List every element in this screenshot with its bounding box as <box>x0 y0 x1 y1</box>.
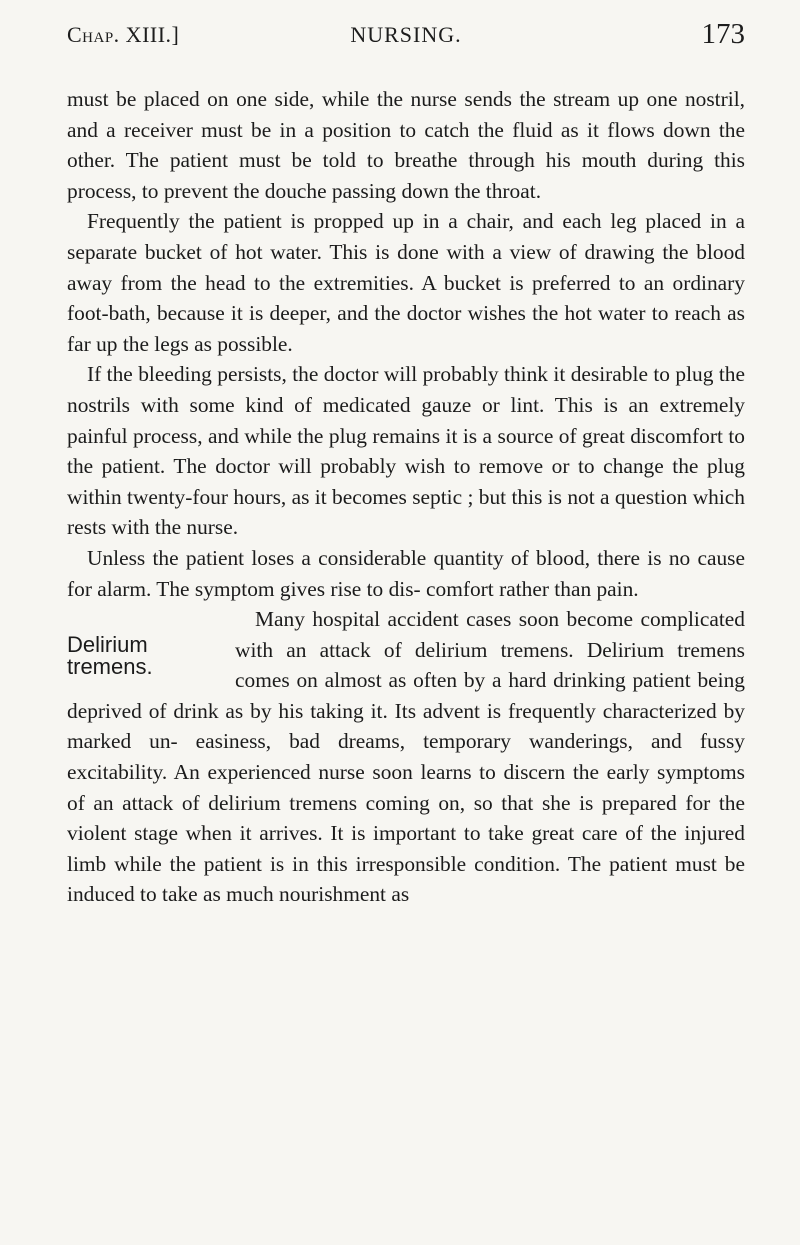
paragraph-1: must be placed on one side, while the nurse sends the stream up one nostril, and a receiver must be in a position to catch the fluid as it flows down the other. The patient must be told to breathe through his mouth during this process, to prevent the douche passing down the throat. <box>67 87 745 203</box>
paragraph-3: If the bleeding persists, the doctor will probably think it desirable to plug the nostrils with some kind of medicated gauze or lint. This is an extremely painful process, and while the plug remains it is a source of great discomfort to the patient. The doctor will probably wish to remove or to change the plug within twenty-four hours, as it becomes septic ; but this is not a question which rests with the nurse. <box>67 362 745 540</box>
paragraph-2: Frequently the patient is propped up in a chair, and each leg placed in a separate bucket of hot water. This is done with a view of drawing the blood away from the head to the extremities. A bucket is preferred to an ordinary foot-bath, because it is deeper, and the doctor wishes the hot water to reach as far up the legs as possible. <box>67 209 745 356</box>
paragraph-4: Unless the patient loses a considerable quantity of blood, there is no cause for alarm. The symptom gives rise to dis- comfort rather than pain. <box>67 545 745 601</box>
body-text <box>67 84 745 910</box>
margin-sidenote: Delirium tremens. <box>67 632 153 680</box>
chapter-label: Chap. XIII.] <box>67 22 180 47</box>
paragraph-5: Many hospital accident cases soon become complicated with an attack of delirium tremens. Delirium tremens comes on almost as often by a hard drinking patient being deprived of drink as by his taking it. Its advent is frequently characterized by marked un- easiness, bad dreams, temporary wanderings, and fussy excitability. An experienced nurse soon learns to discern the early symptoms of an attack of delirium tremens coming on, so that she is prepared for the violent stage when it arrives. It is important to take great care of the injured limb while the patient is in this irresponsible condition. The patient must be induced to take as much nourishment as <box>67 607 745 907</box>
running-title: NURSING. <box>350 22 462 47</box>
delirium-section <box>67 604 745 910</box>
page-number: 173 <box>701 18 745 50</box>
running-head <box>67 18 745 56</box>
